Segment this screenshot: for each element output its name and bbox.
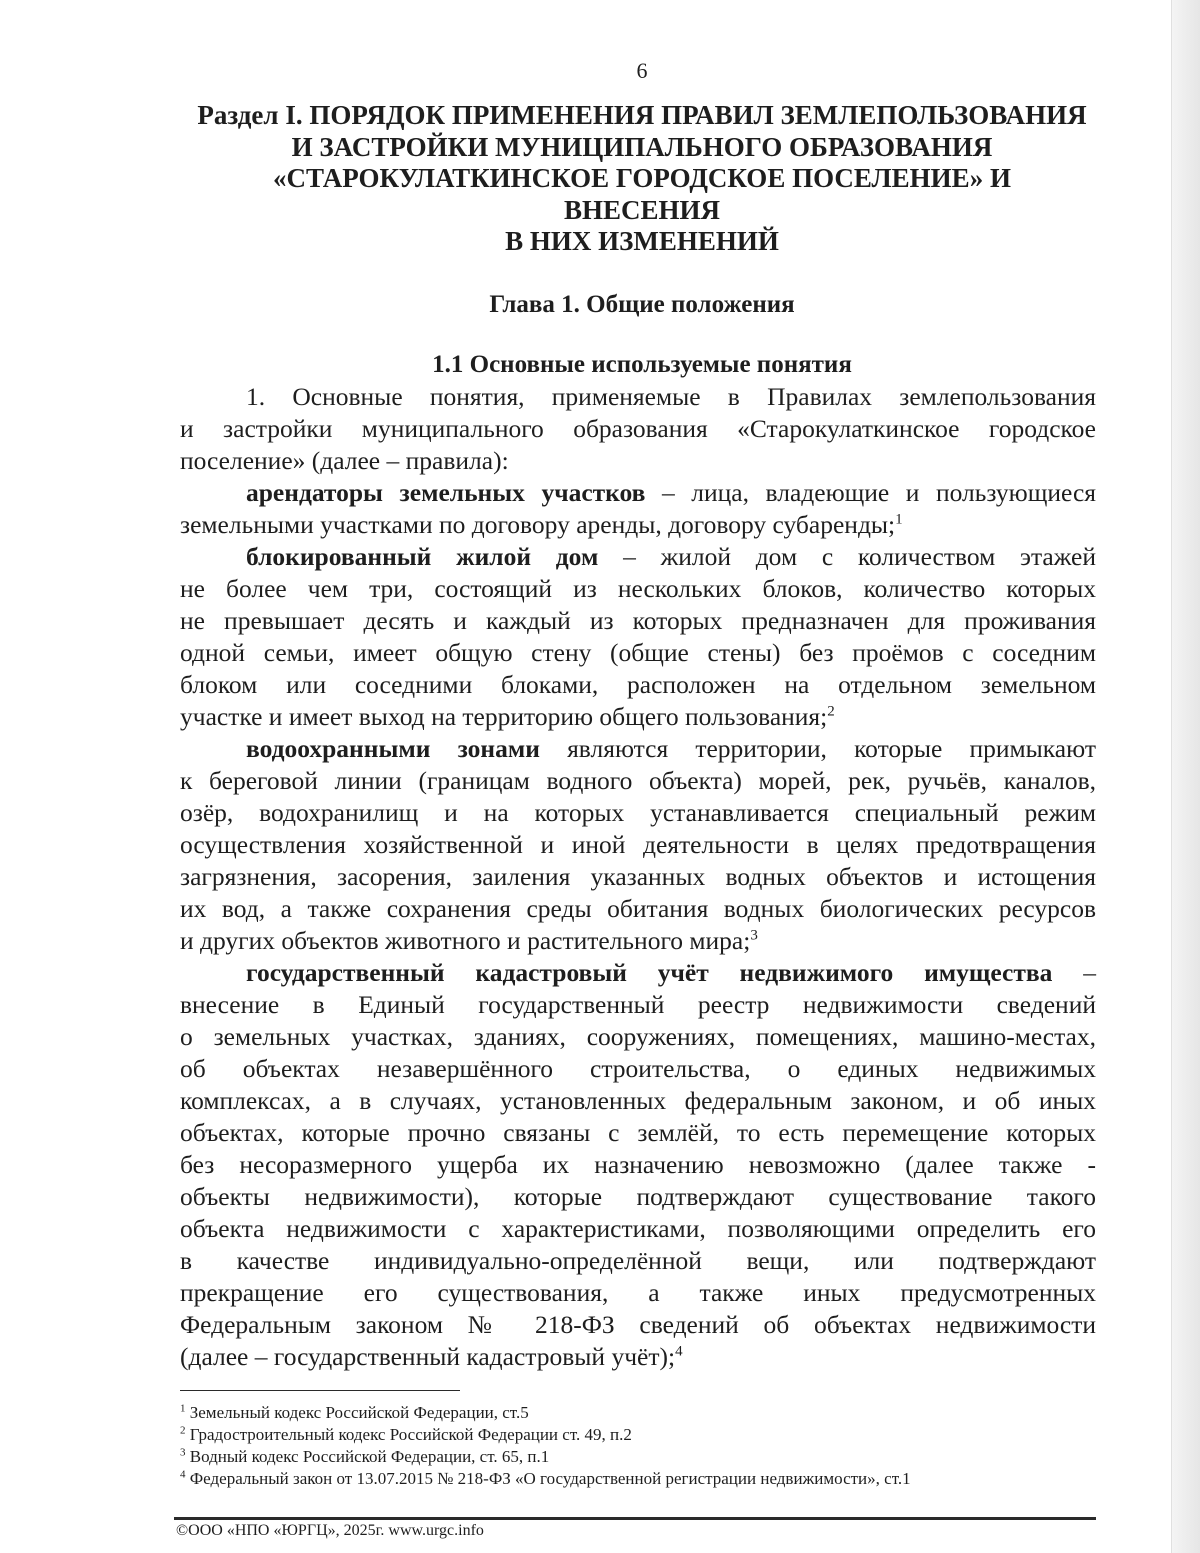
text-line: 1. Основные понятия, применяемые в Правилах землепользования [246, 382, 1096, 411]
footnote-number: 2 [180, 1424, 186, 1437]
text-line: поселение» (далее – правила): [180, 446, 509, 475]
footnote [180, 1424, 1080, 1446]
section-title [180, 100, 1104, 258]
term-text: – лица, владеющие и пользующиеся [645, 478, 1096, 507]
text-line: объектах, которые прочно связаны с землёй, то есть перемещение которых [180, 1118, 1096, 1147]
page-number: 6 [636, 58, 648, 83]
term-first-line [180, 477, 1096, 509]
footnote-divider [180, 1390, 460, 1391]
footnote [180, 1468, 1080, 1490]
body-text [180, 381, 1096, 1373]
text-line: блоком или соседними блоками, расположен на отдельном земельном [180, 670, 1096, 699]
text-line: прекращение его существования, а также иных предусмотренных [180, 1278, 1096, 1307]
text-line: загрязнения, засорения, заиления указанных водных объектов и истощения [180, 862, 1096, 891]
section-title-line: В НИХ ИЗМЕНЕНИЙ [505, 226, 779, 256]
footnote [180, 1446, 1080, 1468]
section-title-line: ВНЕСЕНИЯ [563, 194, 721, 225]
text-line: одной семьи, имеет общую стену (общие стены) без проёмов с соседним [180, 638, 1096, 667]
text-line: и застройки муниципального образования «Старокулаткинское городское [180, 414, 1096, 443]
footnotes [180, 1402, 1080, 1490]
term-name: водоохранными зонами [246, 734, 540, 763]
text-line: озёр, водохранилищ и на которых устанавливается специальный режим [180, 798, 1096, 827]
text-line: об объектах незавершённого строительства, о единых недвижимых [180, 1054, 1096, 1083]
term-first-line [180, 733, 1096, 765]
text-line: не превышает десять и каждый из которых предназначен для проживания [180, 606, 1096, 635]
text-line: их вод, а также сохранения среды обитания водных биологических ресурсов [180, 894, 1096, 923]
footnote [180, 1402, 1080, 1424]
section-title-line: Раздел I. ПОРЯДОК ПРИМЕНЕНИЯ ПРАВИЛ ЗЕМЛЕПОЛЬЗОВАНИЯ [197, 100, 1087, 130]
text-line: комплексах, а в случаях, установленных федеральным законом, и об иных [180, 1086, 1096, 1115]
text-line [180, 509, 1096, 541]
term-name: арендаторы земельных участков [246, 478, 646, 507]
text-line: о земельных участках, зданиях, сооружениях, помещениях, машино-местах, [180, 1022, 1096, 1051]
term-text: (далее – государственный кадастровый учёт); [180, 1342, 676, 1371]
footnote-text: Земельный кодекс Российской Федерации, ст.5 [185, 1403, 529, 1422]
footnote-text: Градостроительный кодекс Российской Федерации ст. 49, п.2 [185, 1425, 632, 1444]
text-line: внесение в Единый государственный реестр недвижимости сведений [180, 990, 1096, 1019]
text-line [180, 1341, 1096, 1373]
text-line: Федеральным законом № 218-ФЗ сведений об объектах недвижимости [180, 1310, 1096, 1339]
chapter-title: Глава 1. Общие положения [489, 291, 795, 318]
term-text: – жилой дом с количеством этажей [598, 542, 1096, 571]
term-name: блокированный жилой дом [246, 542, 599, 571]
text-line: в качестве индивидуально-определённой вещи, или подтверждают [180, 1246, 1096, 1275]
footnote-number: 3 [180, 1446, 186, 1459]
text-line: к береговой линии (границам водного объекта) морей, рек, ручьёв, каналов, [180, 766, 1096, 795]
term-first-line [180, 541, 1096, 573]
term-name: государственный кадастровый учёт недвижимого имущества [246, 958, 1053, 987]
footnote-text: Водный кодекс Российской Федерации, ст. 65, п.1 [185, 1447, 550, 1466]
text-line: не более чем три, состоящий из нескольких блоков, количество которых [180, 574, 1096, 603]
scan-page-edge [1171, 0, 1200, 1553]
footnote-text: Федеральный закон от 13.07.2015 № 218-ФЗ «О государственной регистрации недвижимости», ст.1 [185, 1469, 911, 1488]
footnote-number: 1 [180, 1402, 186, 1415]
text-line: без несоразмерного ущерба их назначению невозможно (далее также - [180, 1150, 1096, 1179]
footnote-number: 4 [180, 1468, 186, 1481]
copyright-footer: ©ООО «НПО «ЮРГЦ», 2025г. www.urgc.info [176, 1522, 484, 1539]
text-line [180, 701, 1096, 733]
footnote-ref: 3 [750, 927, 758, 944]
term-text: земельными участками по договору аренды, договору субаренды; [180, 510, 896, 539]
footnote-ref: 1 [895, 511, 903, 528]
text-line: объекта недвижимости с характеристиками, позволяющими определить его [180, 1214, 1096, 1243]
term-text: и других объектов животного и растительного мира; [180, 926, 751, 955]
term-text: – [1052, 958, 1096, 987]
section-title-line: И ЗАСТРОЙКИ МУНИЦИПАЛЬНОГО ОБРАЗОВАНИЯ [291, 131, 993, 162]
subsection-title: 1.1 Основные используемые понятия [432, 351, 852, 378]
text-line: объекты недвижимости), которые подтверждают существование такого [180, 1182, 1096, 1211]
text-line [180, 925, 1096, 957]
text-line: осуществления хозяйственной и иной деятельности в целях предотвращения [180, 830, 1096, 859]
term-text: являются территории, которые примыкают [539, 734, 1096, 763]
footnote-ref: 2 [827, 703, 835, 720]
footnote-ref: 4 [675, 1343, 683, 1360]
section-title-line: «СТАРОКУЛАТКИНСКОЕ ГОРОДСКОЕ ПОСЕЛЕНИЕ» И [273, 163, 1011, 193]
term-text: участке и имеет выход на территорию общего пользования; [180, 702, 828, 731]
term-first-line [180, 957, 1096, 989]
